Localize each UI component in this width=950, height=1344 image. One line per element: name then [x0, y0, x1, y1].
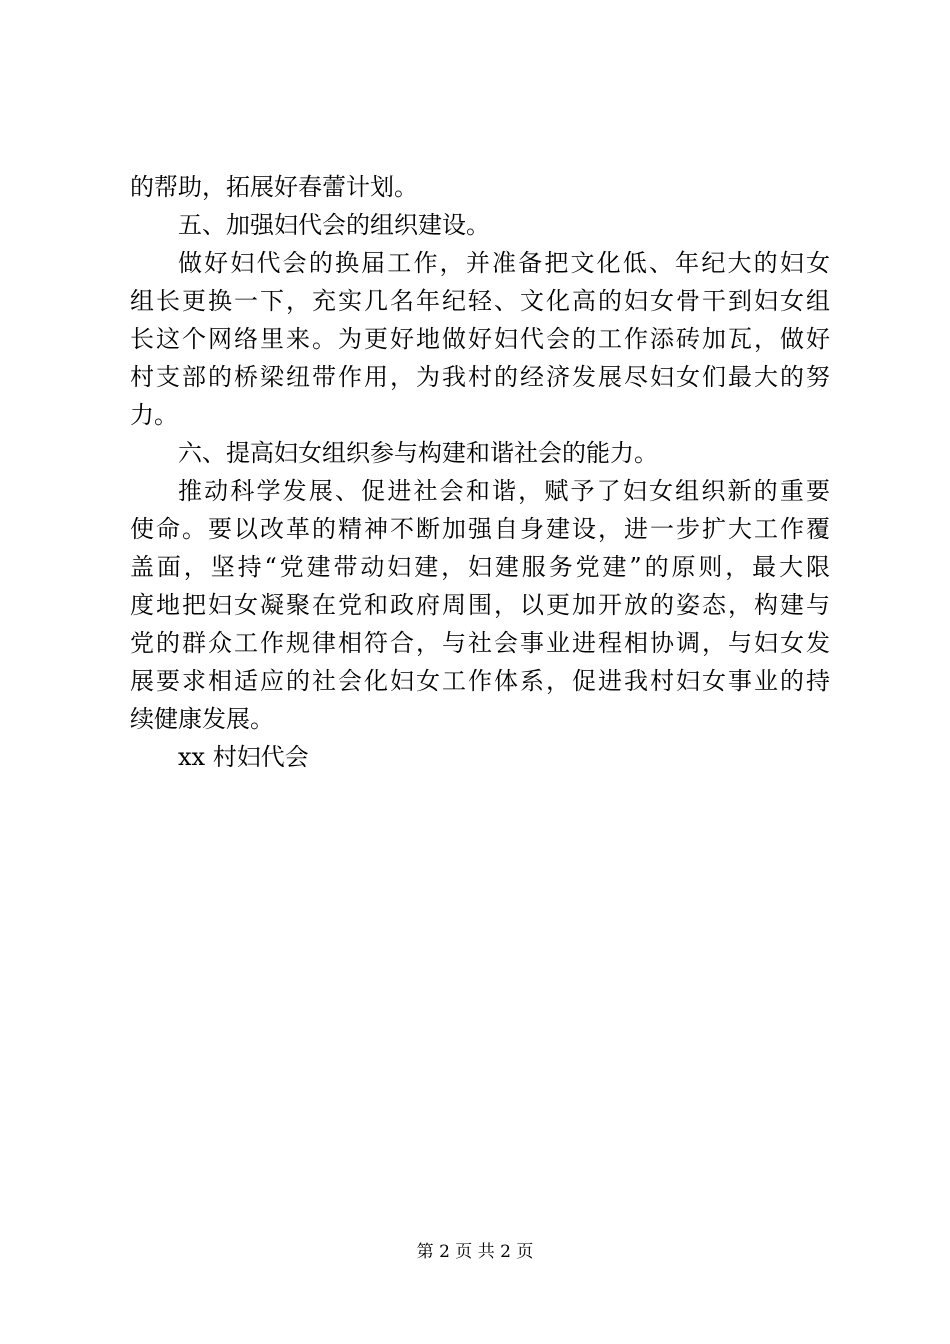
document-body: [130, 168, 830, 776]
section-5-line: 村支部的桥梁纽带作用，为我村的经济发展尽妇女们最大的努: [130, 363, 830, 391]
section-heading-6: 六、提高妇女组织参与构建和谐社会的能力。: [178, 439, 658, 467]
section-6-line: 使命。要以改革的精神不断加强自身建设，进一步扩大工作覆: [130, 515, 830, 543]
signature: xx 村妇代会: [178, 743, 309, 771]
paragraph-continuation-line: 的帮助，拓展好春蕾计划。: [130, 173, 418, 201]
section-6-line: 展要求相适应的社会化妇女工作体系，促进我村妇女事业的持: [130, 667, 830, 695]
section-5-line: 力。: [130, 401, 178, 429]
section-5-line: 做好妇代会的换届工作，并准备把文化低、年纪大的妇女: [178, 249, 830, 277]
section-6-line: 续健康发展。: [130, 705, 274, 733]
section-6-line: 推动科学发展、促进社会和谐，赋予了妇女组织新的重要: [178, 477, 830, 505]
section-5-line: 长这个网络里来。为更好地做好妇代会的工作添砖加瓦，做好: [130, 325, 830, 353]
page-number-footer: 第 2 页 共 2 页: [416, 1242, 534, 1262]
section-6-line: 盖面，坚持“党建带动妇建，妇建服务党建”的原则，最大限: [130, 553, 830, 581]
section-6-line: 党的群众工作规律相符合，与社会事业进程相协调，与妇女发: [130, 629, 830, 657]
section-5-line: 组长更换一下，充实几名年纪轻、文化高的妇女骨干到妇女组: [130, 287, 830, 315]
section-heading-5: 五、加强妇代会的组织建设。: [178, 211, 490, 239]
section-6-line: 度地把妇女凝聚在党和政府周围，以更加开放的姿态，构建与: [130, 591, 830, 619]
